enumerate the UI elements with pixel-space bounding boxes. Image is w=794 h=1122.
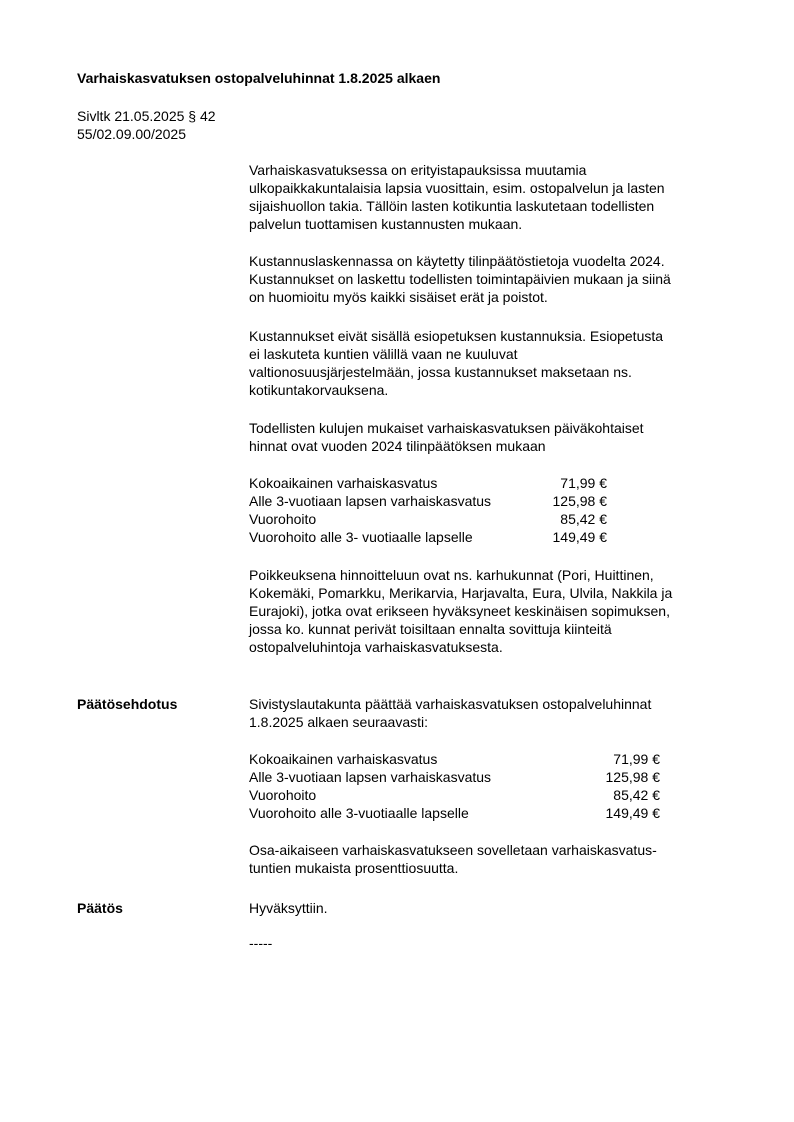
proposal-label: Päätösehdotus xyxy=(77,696,178,712)
text-line: hinnat ovat vuoden 2024 tilinpäätöksen mukaan xyxy=(249,438,546,454)
text-line: Eurajoki), jotka ovat erikseen hyväksyneet keskinäisen sopimuksen, xyxy=(249,603,670,619)
proposal-text xyxy=(249,695,749,731)
intro-price-list xyxy=(249,474,749,546)
text-line: jossa ko. kunnat perivät toisiltaan ennalta sovittuja kiinteitä xyxy=(249,621,612,637)
intro-paragraph-3 xyxy=(249,327,749,399)
text-line: Sivistyslautakunta päättää varhaiskasvatuksen ostopalveluhinnat xyxy=(249,696,652,712)
price-value: 149,49 € xyxy=(552,529,607,545)
proposal-note xyxy=(249,841,749,877)
meta-line: 55/02.09.00/2025 xyxy=(77,126,186,142)
text-line: Kokemäki, Pomarkku, Merikarvia, Harjavalta, Eura, Ulvila, Nakkila ja xyxy=(249,585,673,601)
intro-paragraph-5 xyxy=(249,566,749,656)
text-line: Todellisten kulujen mukaiset varhaiskasvatuksen päiväkohtaiset xyxy=(249,420,644,436)
price-row xyxy=(249,474,749,492)
price-value: 71,99 € xyxy=(560,475,607,491)
text-line: Kustannukset on laskettu todellisten toimintapäivien mukaan ja siinä xyxy=(249,271,671,287)
text-line: Osa-aikaiseen varhaiskasvatukseen sovelletaan varhaiskasvatus- xyxy=(249,842,657,858)
text-line: palvelun tuottamisen kustannusten mukaan. xyxy=(249,216,523,232)
price-row xyxy=(249,750,749,768)
price-value: 125,98 € xyxy=(605,769,660,785)
text-line: 1.8.2025 alkaen seuraavasti: xyxy=(249,714,429,730)
text-line: ei laskuteta kuntien välillä vaan ne kuuluvat xyxy=(249,346,518,362)
price-row xyxy=(249,510,749,528)
price-name: Vuorohoito alle 3- vuotiaalle lapselle xyxy=(249,529,473,545)
decision-label: Päätös xyxy=(77,900,123,916)
price-value: 125,98 € xyxy=(552,493,607,509)
decision-text: Hyväksyttiin. xyxy=(249,900,328,916)
price-name: Vuorohoito xyxy=(249,511,317,527)
price-row xyxy=(249,786,749,804)
proposal-price-list xyxy=(249,750,749,822)
text-line: ulkopaikkakuntalaisia lapsia vuosittain, esim. ostopalvelun ja lasten xyxy=(249,180,665,196)
intro-paragraph-4 xyxy=(249,419,749,455)
text-line: ostopalveluhintoja varhaiskasvatuksesta. xyxy=(249,639,503,655)
meta-block xyxy=(77,107,216,143)
price-value: 85,42 € xyxy=(613,787,660,803)
price-value: 71,99 € xyxy=(613,751,660,767)
price-value: 85,42 € xyxy=(560,511,607,527)
intro-paragraph-1 xyxy=(249,161,749,233)
price-name: Kokoaikainen varhaiskasvatus xyxy=(249,475,438,491)
text-line: kotikuntakorvauksena. xyxy=(249,382,389,398)
price-row xyxy=(249,804,749,822)
price-name: Alle 3-vuotiaan lapsen varhaiskasvatus xyxy=(249,493,492,509)
price-row xyxy=(249,492,749,510)
price-name: Vuorohoito alle 3-vuotiaalle lapselle xyxy=(249,805,469,821)
text-line: Varhaiskasvatuksessa on erityistapauksissa muutamia xyxy=(249,162,587,178)
intro-paragraph-2 xyxy=(249,252,749,306)
price-name: Alle 3-vuotiaan lapsen varhaiskasvatus xyxy=(249,769,492,785)
text-line: Kustannukset eivät sisällä esiopetuksen kustannuksia. Esiopetusta xyxy=(249,328,664,344)
text-line: on huomioitu myös kaikki sisäiset erät ja poistot. xyxy=(249,289,548,305)
text-line: tuntien mukaista prosenttiosuutta. xyxy=(249,860,459,876)
price-row xyxy=(249,528,749,546)
price-name: Vuorohoito xyxy=(249,787,317,803)
text-line: sijaishuollon takia. Tällöin lasten kotikuntia laskutetaan todellisten xyxy=(249,198,655,214)
text-line: valtionosuusjärjestelmään, jossa kustannukset maksetaan ns. xyxy=(249,364,632,380)
text-line: Poikkeuksena hinnoitteluun ovat ns. karhukunnat (Pori, Huittinen, xyxy=(249,567,654,583)
price-name: Kokoaikainen varhaiskasvatus xyxy=(249,751,438,767)
text-line: Kustannuslaskennassa on käytetty tilinpäätöstietoja vuodelta 2024. xyxy=(249,253,665,269)
end-mark: ----- xyxy=(249,935,273,951)
document-title: Varhaiskasvatuksen ostopalveluhinnat 1.8.2025 alkaen xyxy=(77,70,441,86)
meta-line: Sivltk 21.05.2025 § 42 xyxy=(77,108,216,124)
price-row xyxy=(249,768,749,786)
price-value: 149,49 € xyxy=(605,805,660,821)
